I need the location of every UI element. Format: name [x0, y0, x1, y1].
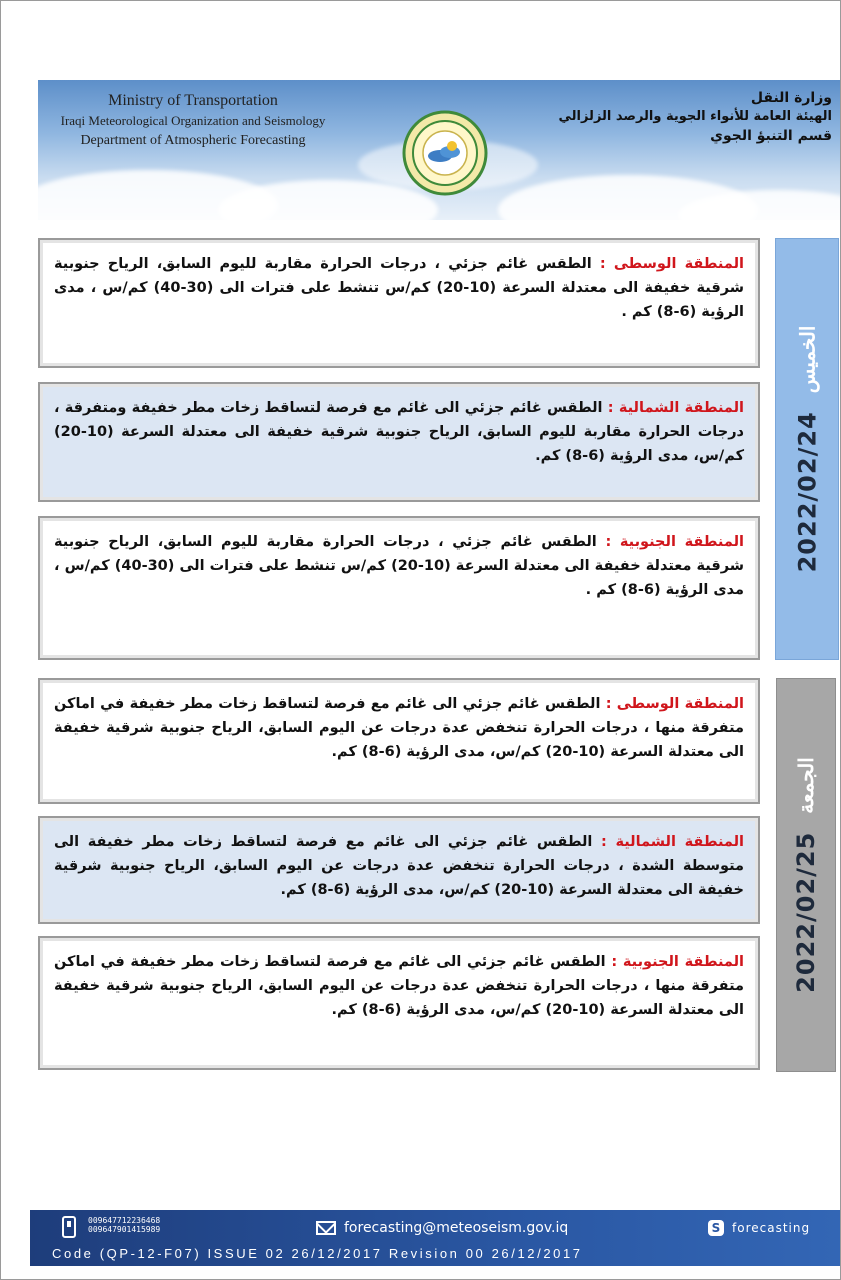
document-code: Code (QP-12-F07) ISSUE 02 26/12/2017 Revision 00 26/12/2017 — [52, 1246, 583, 1261]
ministry-name-en: Ministry of Transportation — [108, 92, 278, 109]
skype-handle: forecasting — [732, 1221, 811, 1235]
date-label: 2022/02/24 — [793, 411, 821, 573]
footer-bar — [30, 1210, 840, 1266]
forecast-box-day2-south — [38, 936, 760, 1070]
phone-numbers — [88, 1216, 160, 1234]
forecast-text: الطقس غائم جزئي ، درجات الحرارة مقاربة لليوم السابق، الرياح جنوبية شرقية خفيفة الى معتدلة السرعة (10-20) كم/س تنشط على فترات الى (30-40) كم/س ، مدى الرؤية (6-8) كم . — [54, 256, 744, 320]
email-link[interactable]: forecasting@meteoseism.gov.iq — [344, 1220, 569, 1236]
forecast-box-day1-central — [38, 238, 760, 368]
forecast-text: الطقس غائم جزئي الى غائم مع فرصة لتساقط زخات مطر خفيفة في اماكن متفرقة منها ، درجات الحرارة تنخفض عدة درجات عن اليوم السابق، الرياح جنوبية شرقية خفيفة الى معتدلة السرعة (10-20) كم/س، مدى الرؤية (6-8) كم. — [54, 954, 744, 1018]
mail-icon — [316, 1221, 336, 1235]
phone-number: 009647901415989 — [88, 1225, 161, 1234]
organization-logo-icon — [402, 110, 488, 196]
region-label: المنطقة الوسطى : — [605, 696, 744, 712]
phone-icon — [62, 1216, 76, 1238]
region-label: المنطقة الوسطى : — [599, 256, 744, 272]
department-name-en: Department of Atmospheric Forecasting — [80, 133, 306, 148]
arabic-header — [532, 90, 832, 144]
english-header — [48, 92, 338, 149]
region-label: المنطقة الشمالية : — [601, 834, 745, 850]
ministry-name-ar: وزارة النقل — [750, 90, 832, 106]
header-banner — [38, 80, 840, 220]
forecast-text: الطقس غائم جزئي الى غائم مع فرصة لتساقط زخات مطر خفيفة في اماكن متفرقة منها ، درجات الحرارة تنخفض عدة درجات عن اليوم السابق، الرياح جنوبية شرقية خفيفة الى معتدلة السرعة (10-20) كم/س، مدى الرؤية (6-8) كم. — [54, 696, 744, 760]
department-name-ar: قسم التنبؤ الجوي — [710, 128, 832, 144]
skype-icon: S — [708, 1220, 724, 1236]
organization-name-en: Iraqi Meteorological Organization and Seismology — [60, 113, 326, 128]
date-bar-day2 — [776, 678, 836, 1072]
forecast-text: الطقس غائم جزئي الى غائم مع فرصة لتساقط زخات مطر خفيفة الى متوسطة الشدة ، درجات الحرارة تنخفض عدة درجات عن اليوم السابق، الرياح جنوبية شرقية خفيفة الى معتدلة السرعة (10-20) كم/س، مدى الرؤية (6-8) كم. — [54, 834, 744, 898]
forecast-box-day1-south — [38, 516, 760, 660]
phone-number: 009647712236468 — [88, 1216, 161, 1225]
forecast-box-day1-north — [38, 382, 760, 502]
day-label: الجمعة — [794, 757, 818, 814]
region-label: المنطقة الجنوبية : — [611, 954, 744, 970]
date-label: 2022/02/25 — [792, 831, 820, 993]
region-label: المنطقة الجنوبية : — [605, 534, 744, 550]
day-label: الخميس — [795, 325, 819, 394]
region-label: المنطقة الشمالية : — [607, 400, 745, 416]
forecast-text: الطقس غائم جزئي ، درجات الحرارة مقاربة لليوم السابق، الرياح جنوبية شرقية معتدلة خفيفة الى معتدلة السرعة (10-20) كم/س تنشط على فترات الى (30-40) كم/س ، مدى الرؤية (6-8) كم . — [54, 534, 744, 598]
forecast-box-day2-north — [38, 816, 760, 924]
forecast-text: الطقس غائم جزئي الى غائم مع فرصة لتساقط زخات مطر خفيفة ومتفرقة ، درجات الحرارة مقاربة لليوم السابق، الرياح جنوبية شرقية خفيفة الى معتدلة السرعة (10-20) كم/س، مدى الرؤية (6-8) كم. — [54, 400, 744, 464]
date-bar-day1 — [775, 238, 839, 660]
organization-name-ar: الهيئة العامة للأنواء الجوية والرصد الزلزالي — [558, 109, 832, 124]
forecast-box-day2-central — [38, 678, 760, 804]
